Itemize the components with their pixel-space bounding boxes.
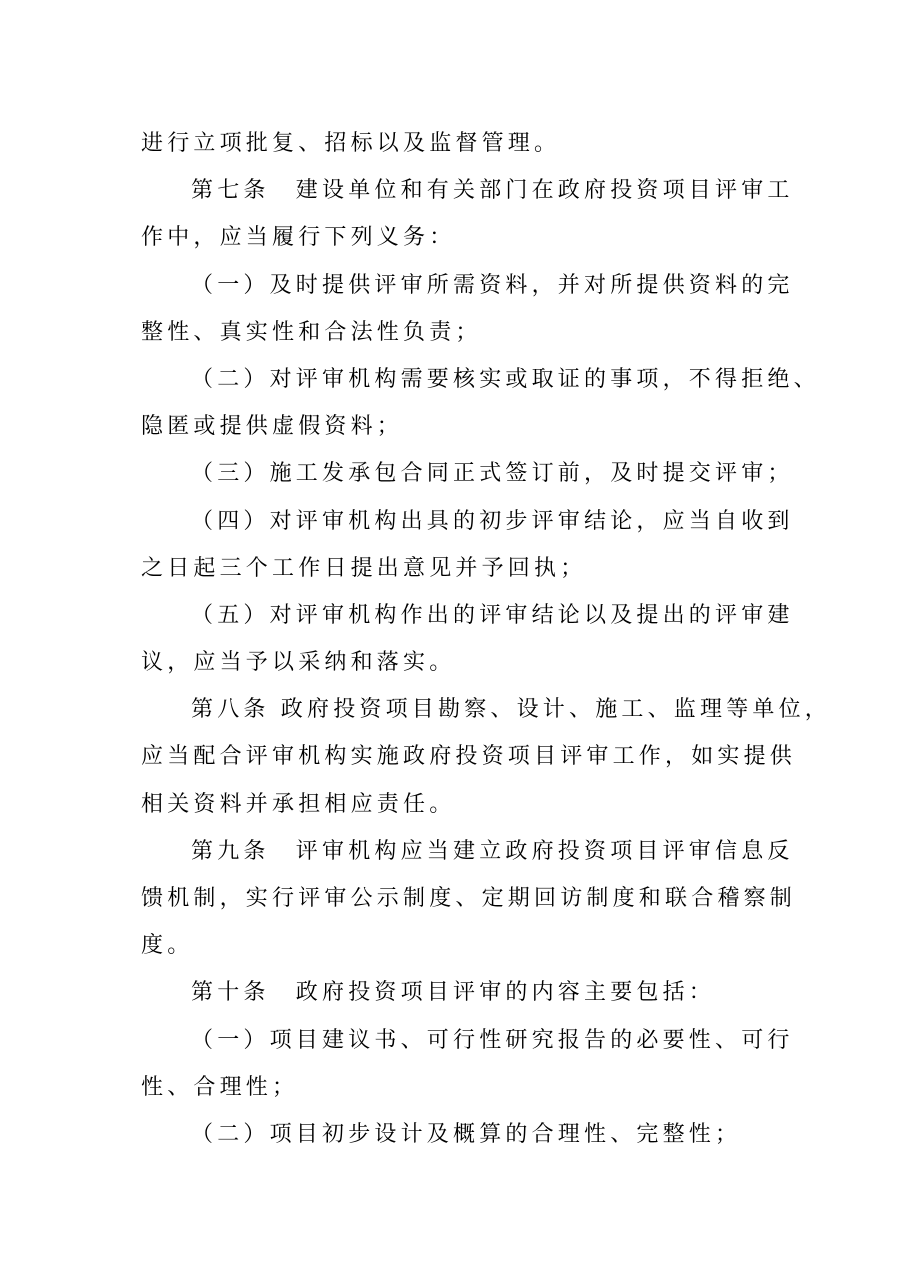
article-9-heading: 第九条 评审机构应当建立政府投资项目评审信息反	[191, 838, 794, 864]
article-7-item-2: （二）对评审机构需要核实或取证的事项，不得拒绝、	[191, 366, 820, 392]
text-line-17: 馈机制，实行评审公示制度、定期回访制度和联合稽察制	[141, 886, 797, 911]
text-line-10: 之日起三个工作日提出意见并予回执；	[141, 555, 587, 581]
article-10-heading: 第十条 政府投资项目评审的内容主要包括：	[191, 980, 716, 1006]
text-line-5: 整性、真实性和合法性负责；	[141, 319, 482, 345]
text-line-15: 相关资料并承担相应责任。	[141, 791, 456, 817]
article-7-item-5: （五）对评审机构作出的评审结论以及提出的评审建	[191, 602, 794, 628]
article-10-item-1: （一）项目建议书、可行性研究报告的必要性、可行	[191, 1027, 794, 1053]
article-8-heading: 第八条 政府投资项目勘察、设计、施工、监理等单位，	[191, 697, 831, 723]
text-line-1: 进行立项批复、招标以及监督管理。	[141, 131, 561, 156]
text-line-14: 应当配合评审机构实施政府投资项目评审工作，如实提供	[141, 744, 797, 770]
article-7-item-1: （一）及时提供评审所需资料，并对所提供资料的完	[191, 272, 794, 298]
text-line-7: 隐匿或提供虚假资料；	[141, 414, 404, 440]
article-7-item-4: （四）对评审机构出具的初步评审结论，应当自收到	[191, 508, 794, 534]
article-7-heading: 第七条 建设单位和有关部门在政府投资项目评审工	[191, 178, 794, 204]
text-line-18: 度。	[141, 933, 194, 959]
text-line-21: 性、合理性；	[141, 1074, 299, 1100]
text-line-12: 议，应当予以采纳和落实。	[141, 650, 456, 676]
document-body	[141, 120, 831, 1158]
article-7-item-3: （三）施工发承包合同正式签订前，及时提交评审；	[191, 461, 794, 487]
text-line-3: 作中，应当履行下列义务：	[141, 225, 456, 251]
article-10-item-2: （二）项目初步设计及概算的合理性、完整性；	[191, 1121, 742, 1147]
